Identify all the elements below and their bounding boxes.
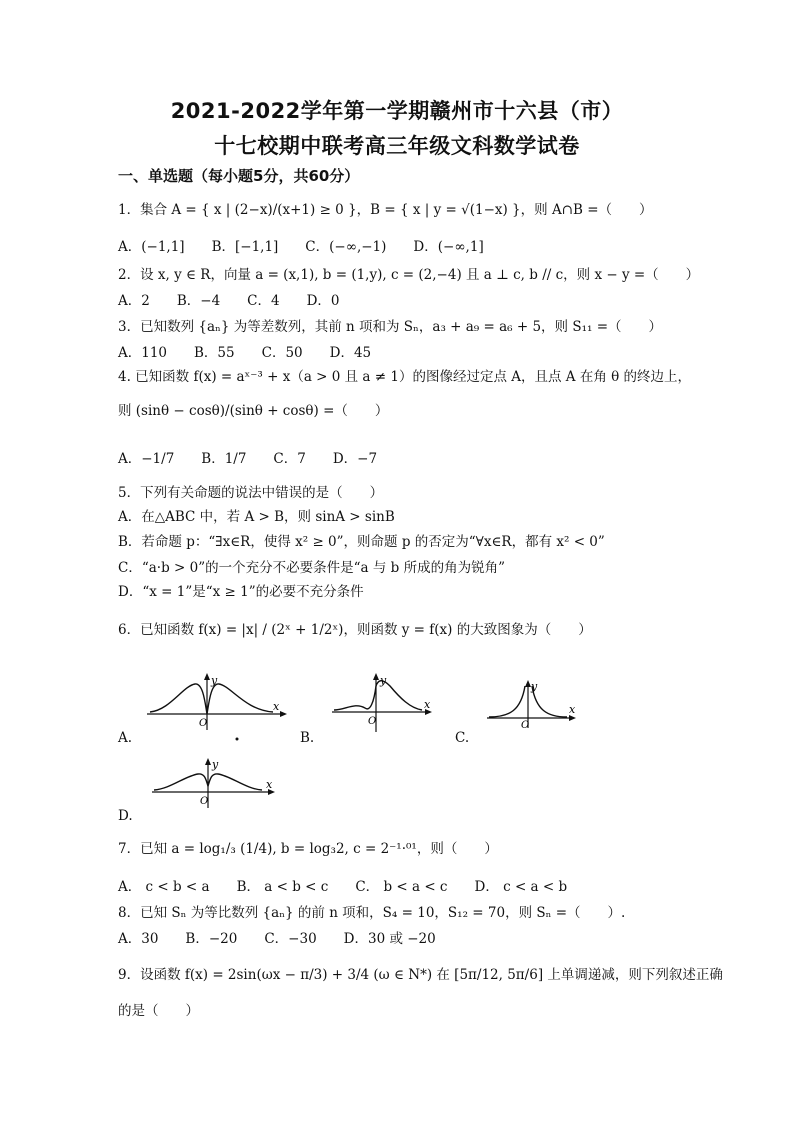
graph-b-y-label: y [380,674,387,687]
q5-option-a: A．在△ABC 中，若 A > B，则 sinA > sinB [118,509,395,525]
q6-label-b: B. [300,730,315,746]
q1-options: A．(−1,1] B．[−1,1] C．(−∞,−1) D．(−∞,1] [118,239,484,255]
graph-a-origin-label: O [199,718,208,729]
graph-b-origin-label: O [368,716,377,727]
q7-stem: 7．已知 a = log₁/₃ (1/4), b = log₃2, c = 2⁻¹·⁰¹，则（ ） [118,841,498,857]
q5-option-d: D．“x = 1”是“x ≥ 1”的必要不充分条件 [118,584,364,600]
section-heading: 一、单选题（每小题5分，共60分） [118,167,360,185]
q5-stem: 5．下列有关命题的说法中错误的是（ ） [118,485,384,501]
q3-options: A．110 B．55 C．50 D．45 [118,345,372,361]
q6-graph-c [485,680,585,730]
graph-b-x-label: x [424,698,431,711]
q5-option-c: C．“a·b > 0”的一个充分不必要条件是“a 与 b 所成的角为锐角” [118,560,505,576]
q2-stem: 2．设 x, y ∈ R，向量 a = (x,1), b = (1,y), c = (2,−4) 且 a ⊥ c, b // c，则 x − y =（ ） [118,267,700,283]
q2-options: A．2 B．−4 C．4 D．0 [118,293,340,309]
q4-stem-cont: 则 (sinθ − cosθ)/(sinθ + cosθ) =（ ） [118,403,389,419]
q6-label-c: C. [455,730,470,746]
graph-d-origin-label: O [200,796,209,807]
q8-options: A．30 B．−20 C．−30 D．30 或 −20 [118,931,436,947]
q9-stem-cont: 的是（ ） [118,1003,199,1019]
q5-option-b: B．若命题 p：“∃x∈R，使得 x² ≥ 0”，则命题 p 的否定为“∀x∈R，都有 x² < 0” [118,534,605,550]
graph-a-y-label: y [211,674,218,687]
exam-title-line-2: 十七校期中联考高三年级文科数学试卷 [214,134,580,158]
exam-title-line-1: 2021-2022学年第一学期赣州市十六县（市） [170,99,624,123]
q6-graph-a [145,672,295,732]
graph-d-x-label: x [266,778,273,791]
q4-options: A．−1/7 B．1/7 C．7 D．−7 [118,451,378,467]
q3-stem: 3．已知数列 {aₙ} 为等差数列，其前 n 项和为 Sₙ，a₃ + a₉ = a₆ + 5，则 S₁₁ =（ ） [118,319,663,335]
q6-graph-d [150,760,285,810]
q8-stem: 8．已知 Sₙ 为等比数列 {aₙ} 的前 n 项和，S₄ = 10，S₁₂ = 70，则 Sₙ =（ ）. [118,905,626,921]
graph-c-x-label: x [569,703,576,716]
graph-d-y-label: y [212,758,219,771]
q9-stem: 9．设函数 f(x) = 2sin(ωx − π/3) + 3/4 (ω ∈ N*) 在 [5π/12, 5π/6] 上单调递减，则下列叙述正确 [118,967,723,983]
q1-stem: 1．集合 A = { x | (2−x)/(x+1) ≥ 0 }，B = { x | y = √(1−x) }，则 A∩B =（ ） [118,202,653,218]
q4-stem: 4. 已知函数 f(x) = aˣ⁻³ + x（a > 0 且 a ≠ 1）的图像经过定点 A，且点 A 在角 θ 的终边上， [118,369,692,385]
q6-label-a: A. [118,730,133,746]
graph-a-x-label: x [273,700,280,713]
q6-stem: 6．已知函数 f(x) = |x| / (2ˣ + 1/2ˣ)，则函数 y = f(x) 的大致图象为（ ） [118,622,592,638]
q6-label-d: D. [118,808,133,824]
q6-graph-b [330,672,440,732]
graph-c-y-label: y [531,680,538,693]
q7-options: A． c < b < a B． a < b < c C． b < a < c D． c < a < b [118,879,568,895]
graph-c-origin-label: O [521,720,530,731]
